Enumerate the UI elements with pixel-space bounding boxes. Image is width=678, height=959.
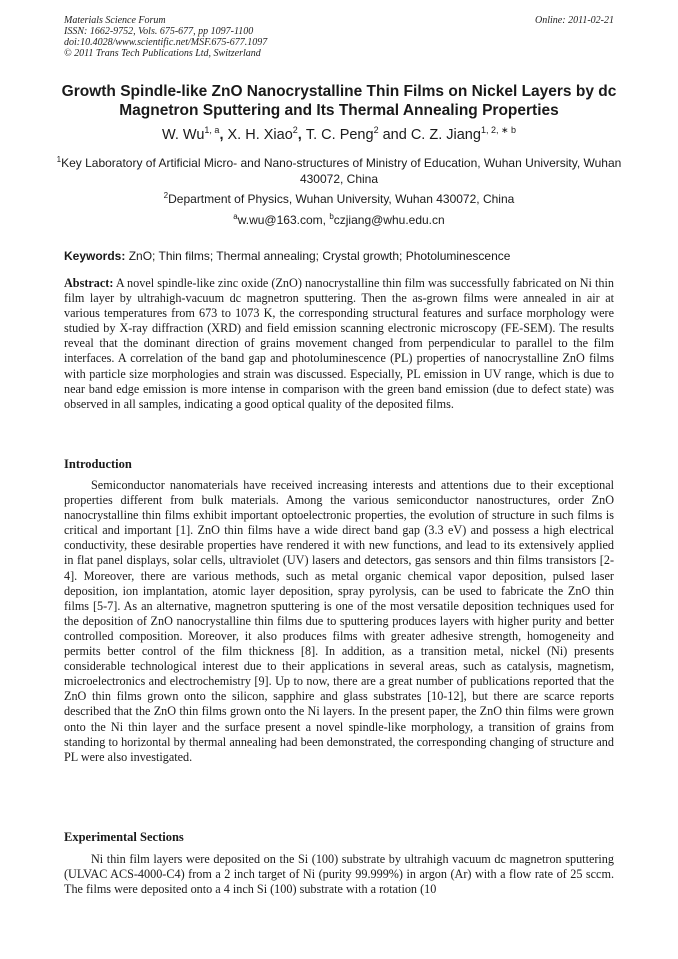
- experimental-paragraph: Ni thin film layers were deposited on the Si (100) substrate by ultrahigh vacuum dc magnetron sputtering (ULVAC ACS-4000-C4) from a 2 inch target of Ni (purity 99.999%) in argon (Ar) with a flow rate of 25 sccm. The films were deposited onto a 4 inch Si (100) substrate with a rotation (10: [64, 852, 614, 897]
- affiliation-2: [56, 191, 622, 207]
- affiliation-1: [56, 155, 622, 187]
- doi-line: doi:10.4028/www.scientific.net/MSF.675-677.1097: [64, 37, 268, 48]
- affiliation-text: Key Laboratory of Artificial Micro- and Nano-structures of Ministry of Education, Wuhan University, Wuhan 430072, China: [61, 156, 622, 186]
- affiliation-text: Department of Physics, Wuhan University, Wuhan 430072, China: [168, 192, 515, 206]
- section-heading-introduction: Introduction: [64, 457, 132, 471]
- author-sup: 2: [373, 125, 379, 135]
- paper-title: Growth Spindle-like ZnO Nanocrystalline Thin Films on Nickel Layers by dc Magnetron Sputtering and Its Thermal Annealing Properties: [61, 83, 617, 119]
- author-name: T. C. Peng: [305, 127, 374, 143]
- introduction-paragraph: Semiconductor nanomaterials have received increasing interests and attentions due to their exceptional properties different from bulk materials. Among the various semiconductor nanostructures, order ZnO nanocrystalline thin films exhibit important optoelectronic properties, the evolution of structure in such films is critical and important [1]. ZnO thin films have a wide direct band gap (3.3 eV) and possess a high electrical conductivity, these desirable properties have rendered it with new functions, and lead to its extensively applied in flat panel displays, solar cells, ultraviolet (UV) lasers and detectors, gas sensors and thin films transistors [2-4]. Moreover, there are various methods, such as metal organic chemical vapor deposition, pulsed laser deposition, ion implantation, atomic layer deposition, spray pyrolysis, can be used to fabricate the ZnO thin films [5-7]. As an alternative, magnetron sputtering is one of the most versatile deposition techniques used for the deposition of ZnO nanocrystalline thin films due to sputtering produces layers with higher purity and better controlled composition. Moreover, it also produces films with greater adhesive strength, homogeneity and permits better control of the film thickness [8]. In addition, as a transition metal, nickel (Ni) presents considerable technological interest due to their applications in several areas, such as catalysis, magnetism, microelectronics and electrochemistry [9]. Up to now, there are a great number of publications reported that the ZnO thin films grown onto the silicon, sapphire and glass substrates [10-12], but there are scarce reports described that the ZnO thin films grown onto the Ni layers. In the present paper, the ZnO thin films were grown onto the Ni thin layer and the surface present a novel spindle-like morphology, a transition of grains from standing to horizontal by thermal annealing had been demonstrated, the corresponding changing of structure and PL were also investigated.: [64, 478, 614, 764]
- abstract: [64, 276, 614, 412]
- email-a: w.wu@163.com,: [237, 213, 330, 227]
- affiliation-sup: 1: [56, 155, 62, 164]
- author-name: X. H. Xiao: [227, 127, 293, 143]
- email-b: czjiang@whu.edu.cn: [333, 213, 445, 227]
- keywords: [64, 248, 614, 264]
- author-separator: ,: [297, 127, 306, 143]
- abstract-text: A novel spindle-like zinc oxide (ZnO) nanocrystalline thin film was successfully fabricated on Ni thin film layer by ultrahigh-vacuum dc magnetron sputtering. Then the as-grown films were annealed in air at various temperatures from 673 to 1073 K, the corresponding structural features and surface morphology were studied by X-ray diffraction (XRD) and field emission scanning electronic microscopy (FE-SEM). The results reveal that the dominant direction of grains movement changed from perpendicular to parallel to the film interfaces. A correlation of the band gap and photoluminescence (PL) properties of nanocrystalline ZnO films with particle size morphologies and strain was discussed. Especially, PL emission in UV range, which is due to near band edge emission is more intense in comparison with the green band emission (due to defect state) was observed in all samples, indicating a good optical quality of the deposited films.: [64, 276, 614, 411]
- keywords-text: ZnO; Thin films; Thermal annealing; Crystal growth; Photoluminescence: [125, 249, 511, 263]
- email-sup: b: [329, 212, 334, 221]
- abstract-label: Abstract:: [64, 276, 114, 290]
- author-separator: and: [378, 127, 411, 143]
- author-sup: 2: [292, 125, 298, 135]
- keywords-label: Keywords:: [64, 249, 126, 263]
- online-date: Online: 2011-02-21: [535, 15, 614, 26]
- affiliation-sup: 2: [163, 191, 169, 200]
- issn-line: ISSN: 1662-9752, Vols. 675-677, pp 1097-1100: [64, 26, 254, 37]
- email-line: [56, 212, 622, 228]
- copyright-line: © 2011 Trans Tech Publications Ltd, Switzerland: [64, 48, 261, 59]
- author-sup: 1, 2, ∗ b: [480, 125, 516, 135]
- author-name: C. Z. Jiang: [410, 127, 481, 143]
- author-separator: ,: [219, 127, 228, 143]
- author-list: [40, 126, 638, 144]
- section-heading-experimental: Experimental Sections: [64, 830, 184, 844]
- email-sup: a: [233, 212, 238, 221]
- author-sup: 1, a: [204, 125, 220, 135]
- journal-header: [64, 15, 267, 59]
- author-name: W. Wu: [161, 127, 205, 143]
- journal-name: Materials Science Forum: [64, 15, 166, 26]
